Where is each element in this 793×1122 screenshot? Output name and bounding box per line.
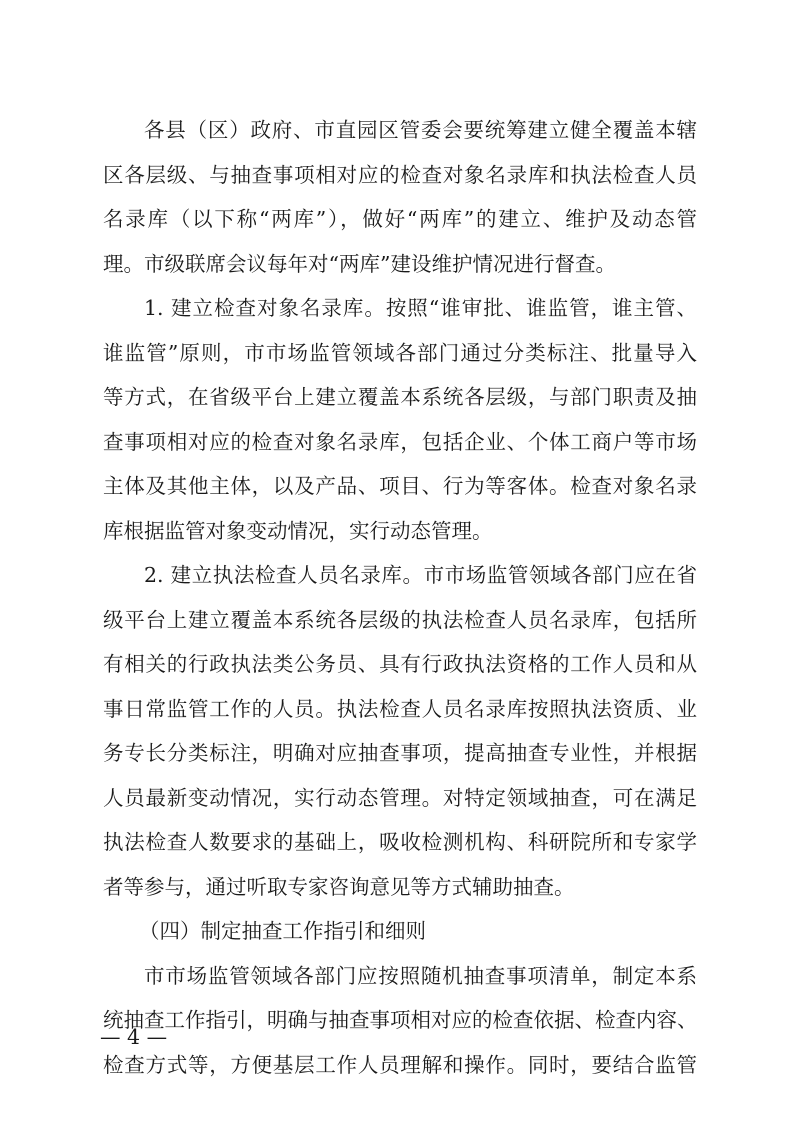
text-line: 事日常监管工作的人员。执法检查人员名录库按照执法资质、业: [103, 696, 697, 721]
text-line: 谁监管”原则，市市场监管领域各部门通过分类标注、批量导入: [103, 340, 697, 365]
text-line: 等方式，在省级平台上建立覆盖本系统各层级，与部门职责及抽: [103, 385, 697, 409]
text-line: 2. 建立执法检查人员名录库。市市场监管领域各部门应在省: [144, 563, 697, 587]
text-line: 市市场监管领域各部门应按照随机抽查事项清单，制定本系: [144, 963, 697, 988]
text-line: 名录库（以下称“两库”），做好“两库”的建立、维护及动态管: [103, 207, 697, 231]
text-line: 有相关的行政执法类公务员、具有行政执法资格的工作人员和从: [103, 652, 697, 676]
text-line: 执法检查人数要求的基础上，吸收检测机构、科研院所和专家学: [103, 830, 697, 854]
paragraph-inspection-object-database: [103, 286, 697, 553]
text-line: 人员最新变动情况，实行动态管理。对特定领域抽查，可在满足: [103, 785, 697, 810]
text-line: 各县（区）政府、市直园区管委会要统筹建立健全覆盖本辖: [144, 118, 697, 142]
paragraph-two-databases-overview: [103, 108, 697, 286]
paragraph-inspection-guidelines: [103, 954, 697, 1088]
text-line: 统抽查工作指引，明确与抽查事项相对应的检查依据、检查内容、: [103, 1008, 698, 1032]
body-text: [103, 108, 697, 1087]
text-line: 查事项相对应的检查对象名录库，包括企业、个体工商户等市场: [103, 429, 697, 454]
paragraph-inspector-database: [103, 553, 697, 909]
text-line: 理。市级联席会议每年对“两库”建设维护情况进行督查。: [103, 251, 616, 276]
text-line: 库根据监管对象变动情况，实行动态管理。: [103, 518, 493, 543]
text-line: 1. 建立检查对象名录库。按照“谁审批、谁监管，谁主管、: [144, 296, 697, 320]
section-heading: （四）制定抽查工作指引和细则: [139, 919, 426, 943]
text-line: 者等参与，通过听取专家咨询意见等方式辅助抽查。: [103, 874, 575, 899]
text-line: 务专长分类标注，明确对应抽查事项，提高抽查专业性，并根据: [103, 741, 697, 765]
text-line: 主体及其他主体，以及产品、项目、行为等客体。检查对象名录: [103, 474, 697, 498]
text-line: 检查方式等，方便基层工作人员理解和操作。同时，要结合监管: [103, 1052, 697, 1077]
text-line: 区各层级、与抽查事项相对应的检查对象名录库和执法检查人员: [103, 162, 697, 187]
page-number: — 4 —: [100, 1025, 168, 1049]
text-line: 级平台上建立覆盖本系统各层级的执法检查人员名录库，包括所: [103, 607, 697, 632]
